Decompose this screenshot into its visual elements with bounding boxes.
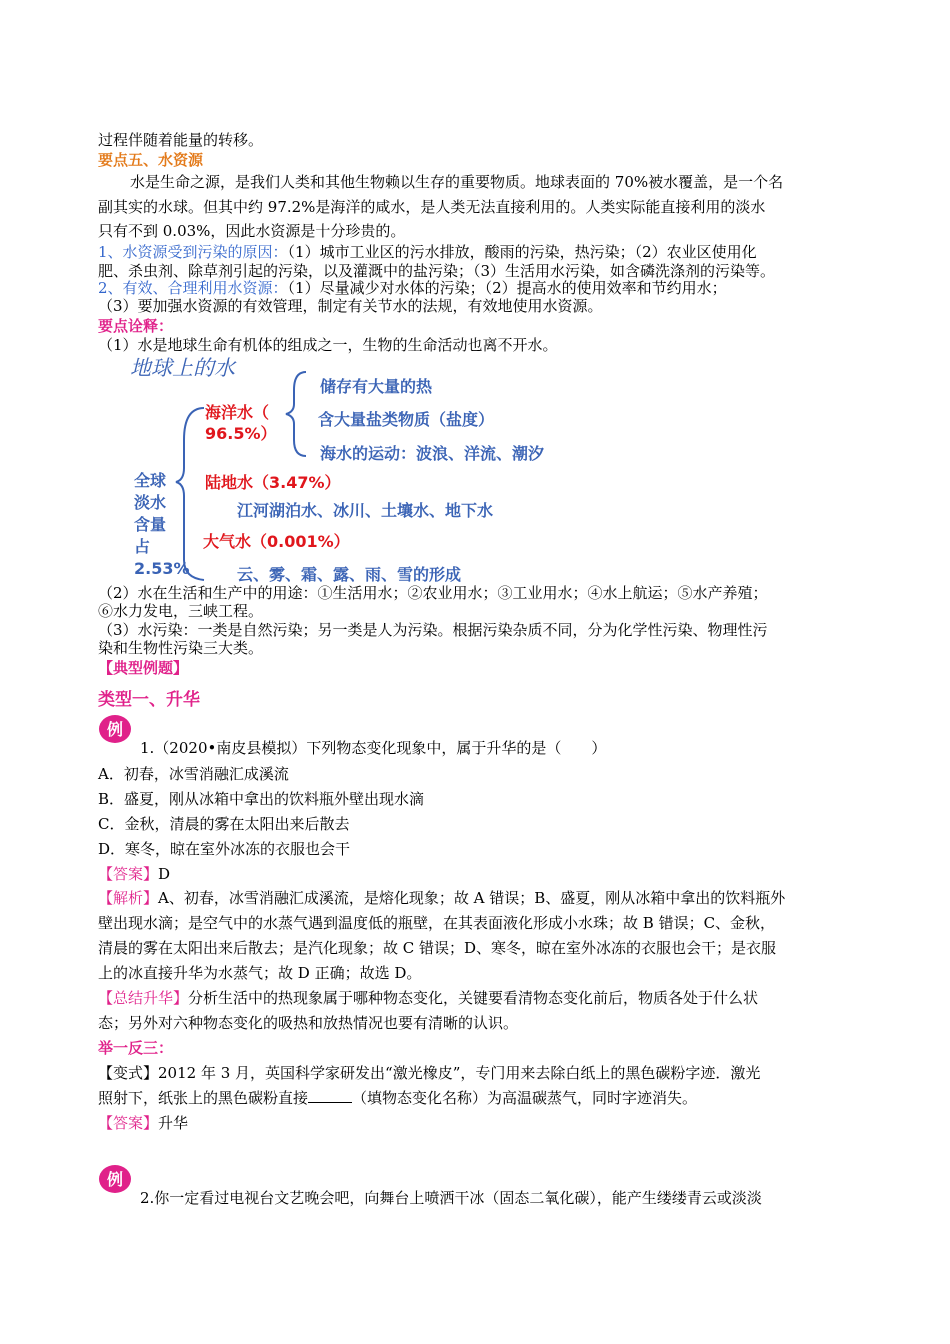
summary-line: 态；另外对六种物态变化的吸热和放热情况也要有清晰的认识。 (98, 1014, 519, 1032)
paragraph-line: 只有不到 0.03%，因此水资源是十分珍贵的。 (98, 222, 406, 240)
ocean-label: 海洋水（ (205, 403, 270, 422)
air-label: 大气水（0.001%） (203, 532, 350, 551)
note-line: （3）水污染：一类是自然污染；另一类是人为污染。根据污染杂质不同，分为化学性污染、物理性污 (98, 621, 768, 639)
pollution-line: 1、水资源受到污染的原因：（1）城市工业区的污水排放，酸雨的污染，热污染；（2）农业区使用化 (98, 243, 757, 261)
ocean-item: 储存有大量的热 (320, 377, 433, 396)
diagram-title: 地球上的水 (130, 356, 235, 380)
variant-line: 【变式】2012 年 3 月，英国科学家研发出“激光橡皮”，专门用来去除白纸上的黑色碳粉字迹．激光 (98, 1064, 761, 1082)
answer-line: 【答案】D (98, 865, 171, 883)
practice-title: 举一反三： (98, 1039, 174, 1057)
section-title: 要点五、水资源 (98, 151, 204, 169)
air-items: 云、雾、霜、露、雨、雪的形成 (237, 565, 462, 584)
question: 2.你一定看过电视台文艺晚会吧，向舞台上喷洒干冰（固态二氧化碳），能产生缕缕青云或淡淡 (140, 1189, 762, 1207)
variant-line: 照射下，纸张上的黑色碳粉直接 （填物态变化名称）为高温碳蒸气，同时字迹消失。 (98, 1089, 698, 1107)
examples-title: 【典型例题】 (98, 659, 189, 677)
option: B．盛夏，刚从冰箱中拿出的饮料瓶外壁出现水滴 (98, 790, 425, 808)
ocean-item: 海水的运动：波浪、洋流、潮汐 (320, 444, 545, 463)
pollution-heading: 1、水资源受到污染的原因： (98, 243, 288, 261)
use-heading: 2、有效、合理利用水资源： (98, 279, 288, 297)
ocean-item: 含大量盐类物质（盐度） (318, 410, 495, 429)
land-items: 江河湖泊水、冰川、土壤水、地下水 (237, 501, 494, 520)
example-badge: 例 (98, 1164, 132, 1194)
land-label: 陆地水（3.47%） (205, 473, 341, 492)
notes-title: 要点诠释： (98, 317, 174, 335)
note-line: （1）水是地球生命有机体的组成之一，生物的生命活动也离不开水。 (98, 336, 558, 354)
option: C．金秋，清晨的雾在太阳出来后散去 (98, 815, 350, 833)
note-line: 染和生物性污染三大类。 (98, 639, 264, 657)
analysis-line: 壁出现水滴；是空气中的水蒸气遇到温度低的瓶壁，在其表面液化形成小水珠；故 B 错误；C、金秋， (98, 914, 776, 932)
summary-line: 【总结升华】分析生活中的热现象属于哪种物态变化，关键要看清物态变化前后，物质各处于什么状 (98, 989, 759, 1007)
option: D．寒冬，晾在室外冰冻的衣服也会干 (98, 840, 351, 858)
paragraph-line: 水是生命之源，是我们人类和其他生物赖以生存的重要物质。地球表面的 70%被水覆盖，是一个名 (130, 173, 784, 191)
answer-line: 【答案】升华 (98, 1114, 189, 1132)
text-line: 过程伴随着能量的转移。 (98, 131, 264, 149)
blank-line (308, 1088, 352, 1103)
analysis-line: 清晨的雾在太阳出来后散去；是汽化现象；故 C 错误；D、寒冬，晾在室外冰冻的衣服也会干；是衣服 (98, 939, 777, 957)
use-line: （3）要加强水资源的有效管理，制定有关节水的法规，有效地使用水资源。 (98, 297, 603, 315)
note-line: （2）水在生活和生产中的用途：①生活用水；②农业用水；③工业用水；④水上航运；⑤水产养殖； (98, 584, 768, 602)
paragraph-line: 副其实的水球。但其中约 97.2%是海洋的咸水，是人类无法直接利用的。人类实际能直接利用的淡水 (98, 198, 766, 216)
question: 1.（2020•南皮县模拟）下列物态变化现象中，属于升华的是（ ） (140, 739, 607, 757)
pollution-line: 肥、杀虫剂、除草剂引起的污染，以及灌溉中的盐污染；（3）生活用水污染，如含磷洗涤剂的污染等。 (98, 262, 776, 280)
analysis-line: 【解析】A、初春，冰雪消融汇成溪流，是熔化现象；故 A 错误；B、盛夏，刚从冰箱中拿出的饮料瓶外 (98, 889, 786, 907)
example-badge: 例 (98, 714, 132, 744)
use-line: 2、有效、合理利用水资源：（1）尽量减少对水体的污染；（2）提高水的使用效率和节约用水； (98, 279, 727, 297)
ocean-pct: 96.5%） (205, 424, 277, 443)
option: A．初春，冰雪消融汇成溪流 (98, 765, 289, 783)
fresh-water-label: 全球 淡水 含量 占 2.53% (134, 471, 190, 578)
note-line: ⑥水力发电，三峡工程。 (98, 602, 264, 620)
analysis-line: 上的冰直接升华为水蒸气；故 D 正确；故选 D。 (98, 964, 422, 982)
type1-title: 类型一、升华 (98, 690, 200, 710)
